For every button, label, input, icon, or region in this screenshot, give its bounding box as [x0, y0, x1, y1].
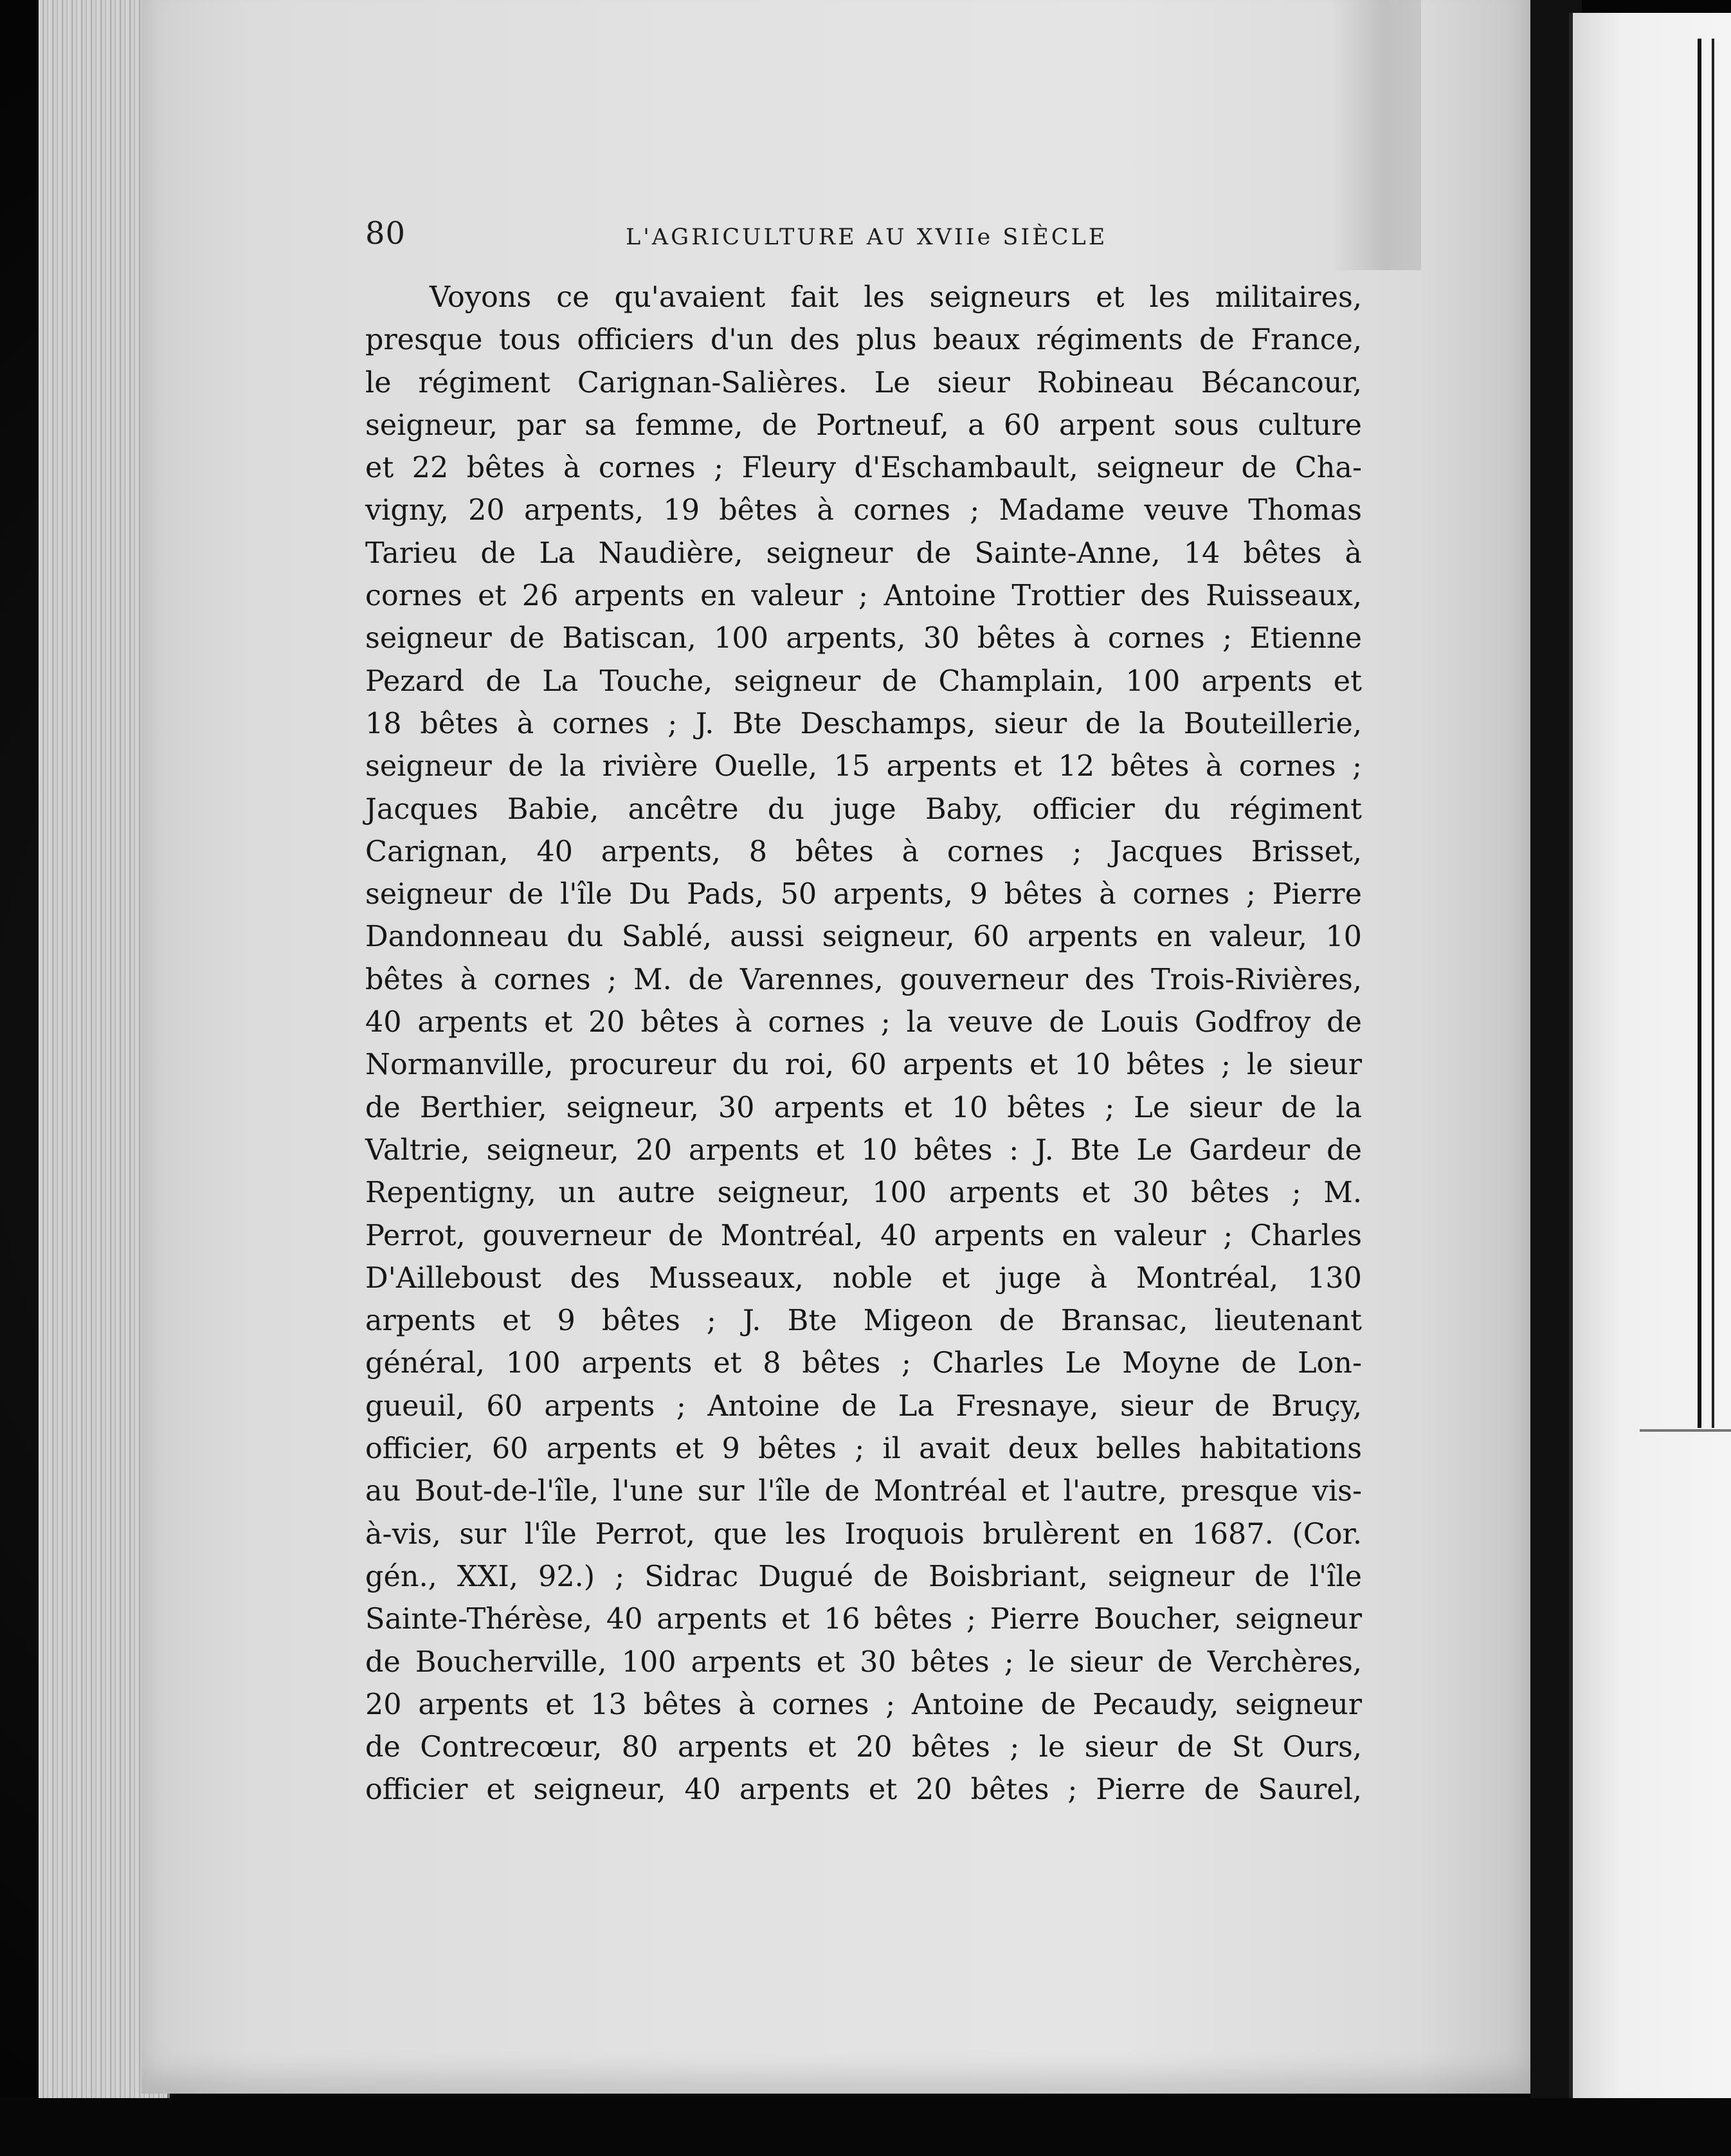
text-line: le régiment Carignan-Salières. Le sieur Robineau Bécancour,	[365, 366, 1362, 399]
text-line: cornes et 26 arpents en valeur ; Antoine Trottier des Ruisseaux,	[365, 580, 1362, 613]
text-line: seigneur, par sa femme, de Portneuf, a 60 arpent sous culture	[365, 408, 1362, 442]
text-line: 40 arpents et 20 bêtes à cornes ; la veuve de Louis Godfroy de	[365, 1006, 1362, 1039]
text-line: Sainte-Thérèse, 40 arpents et 16 bêtes ; Pierre Boucher, seigneur	[365, 1603, 1362, 1636]
text-line: arpents et 9 bêtes ; J. Bte Migeon de Bransac, lieutenant	[365, 1304, 1362, 1338]
facing-page-rule	[1698, 39, 1701, 1428]
text-line: Normanville, procureur du roi, 60 arpents et 10 bêtes ; le sieur	[365, 1048, 1362, 1082]
text-line: 20 arpents et 13 bêtes à cornes ; Antoine de Pecaudy, seigneur	[365, 1688, 1362, 1721]
facing-page	[1569, 13, 1731, 2103]
text-line: au Bout-de-l'île, l'une sur l'île de Montréal et l'autre, presque vis-	[365, 1475, 1362, 1508]
text-line: de Berthier, seigneur, 30 arpents et 10 bêtes ; Le sieur de la	[365, 1091, 1362, 1124]
text-line: seigneur de la rivière Ouelle, 15 arpents et 12 bêtes à cornes ;	[365, 750, 1362, 783]
text-line: seigneur de Batiscan, 100 arpents, 30 bêtes à cornes ; Etienne	[365, 622, 1362, 655]
text-line: Carignan, 40 arpents, 8 bêtes à cornes ; Jacques Brisset,	[365, 835, 1362, 868]
text-line: de Boucherville, 100 arpents et 30 bêtes ; le sieur de Verchères,	[365, 1645, 1362, 1679]
facing-page-hline	[1640, 1429, 1731, 1432]
text-line: Perrot, gouverneur de Montréal, 40 arpents en valeur ; Charles	[365, 1219, 1362, 1252]
text-line: presque tous officiers d'un des plus beaux régiments de France,	[365, 324, 1362, 357]
text-line: officier et seigneur, 40 arpents et 20 bêtes ; Pierre de Saurel,	[365, 1773, 1362, 1807]
text-line: de Contrecœur, 80 arpents et 20 bêtes ; le sieur de St Ours,	[365, 1731, 1362, 1764]
gutter-shadow	[1331, 0, 1421, 270]
text-line: Dandonneau du Sablé, aussi seigneur, 60 arpents en valeur, 10	[365, 920, 1362, 954]
text-line: gueuil, 60 arpents ; Antoine de La Fresnaye, sieur de Bruçy,	[365, 1389, 1362, 1423]
text-line: vigny, 20 arpents, 19 bêtes à cornes ; Madame veuve Thomas	[365, 494, 1362, 527]
text-line: bêtes à cornes ; M. de Varennes, gouverneur des Trois-Rivières,	[365, 963, 1362, 996]
text-line: D'Ailleboust des Musseaux, noble et juge à Montréal, 130	[365, 1261, 1362, 1295]
text-line: général, 100 arpents et 8 bêtes ; Charles Le Moyne de Lon-	[365, 1347, 1362, 1380]
text-line: Pezard de La Touche, seigneur de Champlain, 100 arpents et	[365, 664, 1362, 698]
text-line: 18 bêtes à cornes ; J. Bte Deschamps, sieur de la Bouteillerie,	[365, 707, 1362, 740]
running-header-title: L'AGRICULTURE AU XVIIe SIÈCLE	[626, 224, 1108, 250]
text-line: Repentigny, un autre seigneur, 100 arpents et 30 bêtes ; M.	[365, 1176, 1362, 1210]
text-line: Valtrie, seigneur, 20 arpents et 10 bêtes : J. Bte Le Gardeur de	[365, 1133, 1362, 1167]
text-line: et 22 bêtes à cornes ; Fleury d'Eschambault, seigneur de Cha-	[365, 452, 1362, 485]
text-line: Jacques Babie, ancêtre du juge Baby, officier du régiment	[365, 792, 1362, 826]
page-number: 80	[365, 215, 406, 251]
facing-page-rule	[1712, 39, 1714, 1428]
scan-bottom-edge	[0, 2098, 1731, 2156]
text-line: Voyons ce qu'avaient fait les seigneurs et les militaires,	[430, 281, 1362, 314]
running-head	[365, 215, 1330, 254]
text-line: Tarieu de La Naudière, seigneur de Sainte-Anne, 14 bêtes à	[365, 536, 1362, 570]
text-line: seigneur de l'île Du Pads, 50 arpents, 9 bêtes à cornes ; Pierre	[365, 878, 1362, 911]
body-text	[365, 277, 1362, 1812]
text-line: officier, 60 arpents et 9 bêtes ; il avait deux belles habitations	[365, 1432, 1362, 1466]
text-line: à-vis, sur l'île Perrot, que les Iroquois brulèrent en 1687. (Cor.	[365, 1517, 1362, 1551]
text-line: gén., XXI, 92.) ; Sidrac Dugué de Boisbriant, seigneur de l'île	[365, 1560, 1362, 1593]
